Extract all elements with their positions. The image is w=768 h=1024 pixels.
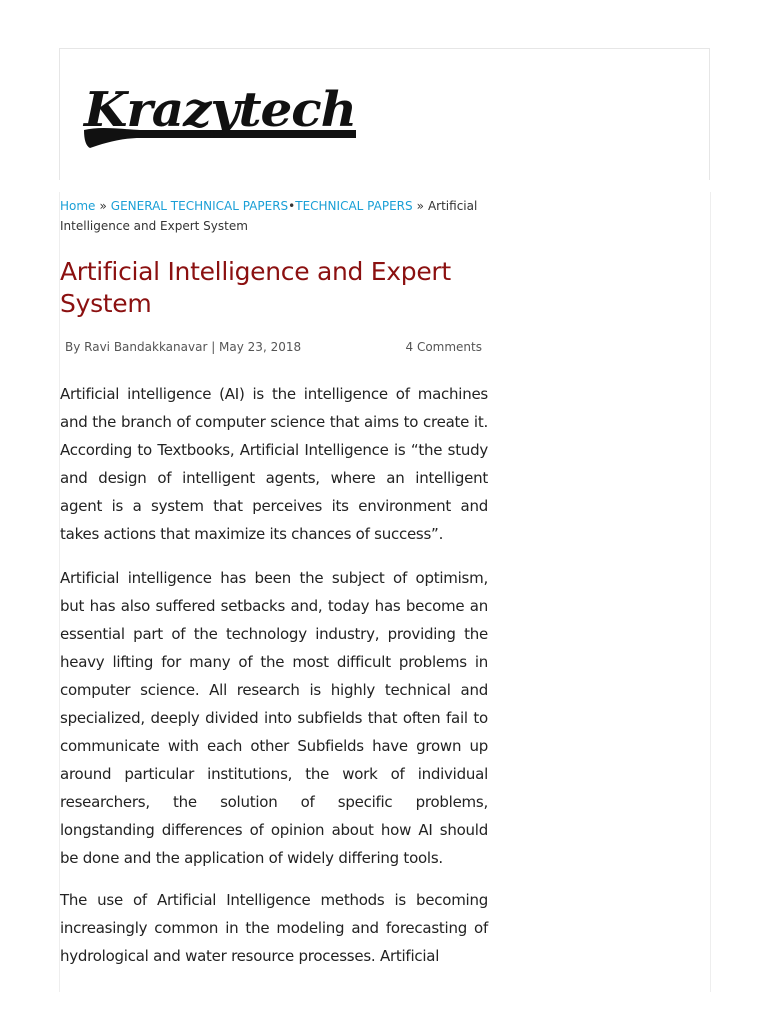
breadcrumb-separator: » [416,199,424,213]
post-meta [60,337,488,357]
post-byline: By Ravi Bandakkanavar | May 23, 2018 [65,340,302,354]
breadcrumb-separator: » [99,199,107,213]
breadcrumb-category-technical-link[interactable]: TECHNICAL PAPERS [295,199,413,213]
breadcrumb-category-general-link[interactable]: GENERAL TECHNICAL PAPERS [110,199,289,213]
breadcrumb-current: Artificial Intelligence and Expert System [60,199,478,233]
breadcrumb-dot: • [288,199,296,213]
article-paragraph: Artificial intelligence has been the subject of optimism, but has also suffered setbacks and, today has become an essential part of the technology industry, providing the heavy lifting for many of the most difficult problems in computer science. All research is highly technical and specialized, deeply divided into subfields that often fail to communicate with each other Subfields have grown up around particular institutions, the work of individual researchers, the solution of specific problems, longstanding differences of opinion about how AI should be done and the application of widely differing tools. [60,569,488,867]
article-paragraph: Artificial intelligence (AI) is the intelligence of machines and the branch of computer science that aims to create it. According to Textbooks, Artificial Intelligence is “the study and design of intelligent agents, where an intelligent agent is a system that perceives its environment and takes actions that maximize its chances of success”. [60,385,488,543]
main-content [60,196,488,970]
breadcrumb-home-link[interactable]: Home [60,199,96,213]
page-title: Artificial Intelligence and Expert System [60,257,451,318]
article-paragraph: The use of Artificial Intelligence methods is becoming increasingly common in the modeling and forecasting of hydrological and water resource processes. Artificial [60,891,488,965]
logo-text: Krazytech [81,82,357,138]
content-border-right [710,192,711,992]
comments-link[interactable]: 4 Comments [405,340,482,354]
site-logo[interactable] [80,74,360,154]
breadcrumb [60,196,488,236]
